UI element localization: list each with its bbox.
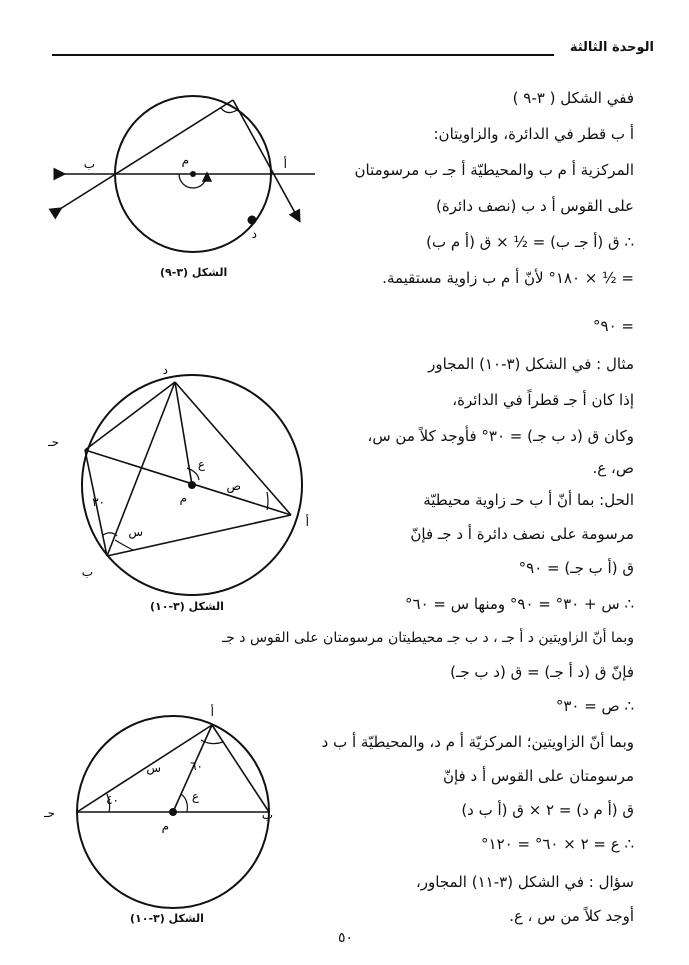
label-j: حـ (44, 806, 55, 820)
chord-ab (212, 725, 269, 812)
text-line-22: ∴ ع = ٢ × ٦٠° = ١٢٠° (481, 835, 634, 853)
label-a: أ (283, 157, 287, 171)
label-e: ع (191, 789, 199, 803)
label-e: ع (197, 457, 205, 471)
figure-1-caption: الشكل (٣-٩) (160, 266, 228, 279)
label-d: د (162, 363, 168, 377)
label-b: ب (81, 565, 93, 579)
angle-arc-p (267, 492, 268, 510)
label-j: حـ (48, 435, 59, 449)
label-60: ٦٠ (190, 759, 203, 773)
text-line-7: = ٩٠° (593, 317, 634, 335)
header-rule (52, 54, 554, 56)
angle-arc-s (115, 540, 133, 550)
label-m: م (179, 491, 187, 505)
label-b: ب (83, 157, 95, 171)
point-d (248, 216, 257, 225)
label-a: أ (305, 515, 309, 529)
text-line-19: وبما أنّ الزاويتين؛ المركزيّة أ م د، والمحيطيّة أ ب د (321, 733, 634, 751)
text-line-11: ص، ع. (592, 459, 634, 477)
figure-2 (48, 360, 330, 600)
text-line-18: ∴ ص = ٣٠° (555, 697, 634, 715)
text-line-24: أوجد كلاً من س ، ع. (509, 907, 634, 925)
text-line-16: وبما أنّ الزاويتين د أ جـ ، د ب جـ محيطيتان مرسومتان على القوس د جـ (222, 630, 634, 646)
label-d: د (251, 227, 257, 241)
figure-2-caption: الشكل (٣-١٠) (150, 600, 224, 613)
figure-3-caption: الشكل (٣-١٠) (130, 912, 204, 925)
center-point (169, 808, 177, 816)
text-line-17: فإنّ ق (د أ جـ) = ق (د ب جـ) (450, 663, 634, 681)
label-a: أ (210, 705, 214, 719)
chord-ad (175, 382, 291, 515)
text-line-2: أ ب قطر في الدائرة، والزاويتان: (433, 125, 634, 143)
label-40: ٤٠ (106, 793, 119, 807)
page-header (52, 40, 654, 62)
center-point (188, 481, 196, 489)
text-line-1: ففي الشكل ( ٣-٩ ) (512, 89, 634, 107)
text-line-3: المركزية أ م ب والمحيطيّة أ جـ ب مرسومتان (354, 161, 634, 179)
label-30: ٣٠ (92, 495, 105, 509)
text-line-14: ق (أ ب جـ) = ٩٠° (518, 559, 634, 577)
text-line-6: = ½ × ١٨٠° لأنّ أ م ب زاوية مستقيمة. (382, 269, 634, 287)
text-line-5: ∴ ق (أ جـ ب) = ½ × ق (أ م ب) (426, 233, 634, 251)
label-p: ص (226, 479, 241, 493)
text-line-12: الحل: بما أنّ أ ب حـ زاوية محيطيّة (423, 491, 634, 509)
label-m: م (161, 819, 169, 833)
angle-arc-e (181, 794, 187, 812)
unit-title: الوحدة الثالثة (569, 40, 654, 55)
figure-3 (44, 700, 295, 915)
text-line-13: مرسومة على نصف دائرة أ د جـ فإنّ (410, 525, 634, 543)
text-line-4: على القوس أ د ب (نصف دائرة) (436, 197, 634, 215)
label-s: س (146, 761, 161, 775)
label-m: م (181, 153, 189, 167)
text-line-21: ق (أ م د) = ٢ × ق (أ ب د) (461, 801, 634, 819)
text-line-10: وكان ق (د ب جـ) = ٣٠° فأوجد كلاً من س، (367, 427, 634, 445)
figure-1 (55, 96, 315, 266)
label-b: ب (261, 808, 273, 822)
text-line-15: ∴ س + ٣٠° = ٩٠° ومنها س = ٦٠° (405, 595, 634, 613)
text-line-9: إذا كان أ جـ قطراً في الدائرة، (452, 391, 634, 409)
text-line-20: مرسومتان على القوس أ د فإنّ (442, 767, 634, 785)
chord-bj (60, 100, 233, 209)
text-line-23: سؤال : في الشكل (٣-١١) المجاور، (415, 873, 634, 891)
text-line-8: مثال : في الشكل (٣-١٠) المجاور (428, 355, 634, 373)
label-s: س (128, 525, 143, 539)
page-number: ٥٠ (338, 930, 354, 946)
center-point (190, 171, 196, 177)
